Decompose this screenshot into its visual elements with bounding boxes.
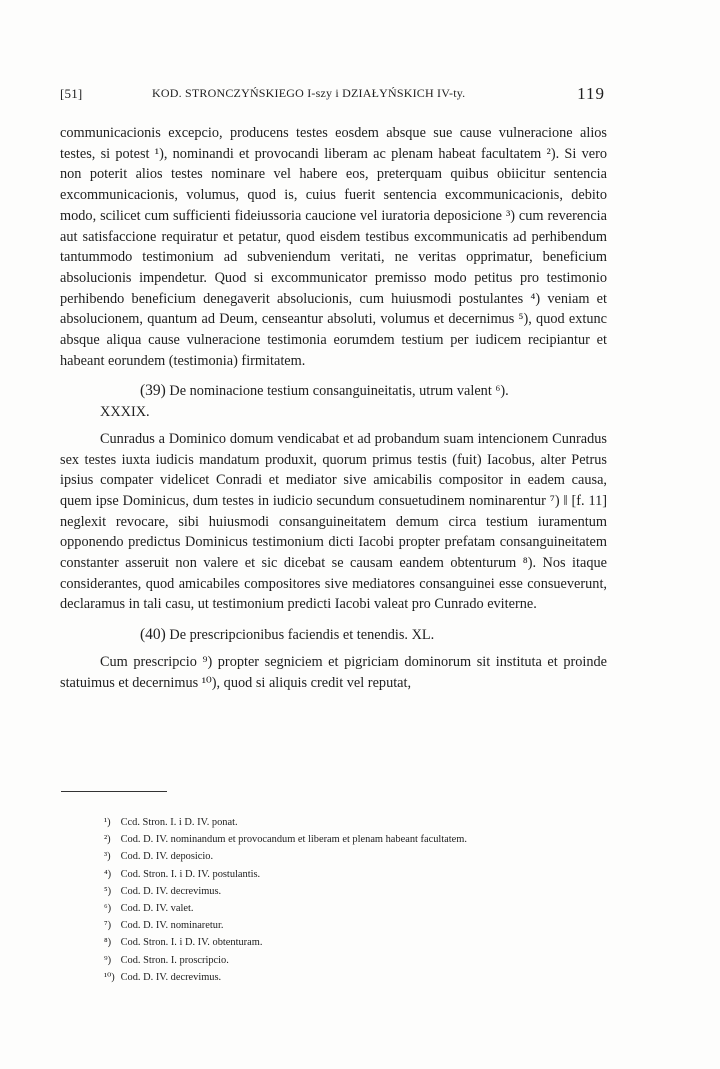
footnote-text: Cod. D. IV. valet. [120, 903, 194, 915]
footnote-text: Cod. Stron. I. i D. IV. postulantis. [120, 868, 261, 880]
footnote-mark: ⁶) [104, 903, 112, 915]
running-header [60, 84, 605, 104]
section-title: De nominacione testium consanguineitatis, utrum valent ⁶). [169, 383, 509, 400]
footnote-text: Cod. D. IV. decrevimus. [120, 971, 222, 983]
footnote [104, 831, 604, 848]
section-title: De prescripcionibus faciendis et tenendis. XL. [169, 627, 435, 644]
main-text [60, 123, 607, 693]
footnote [104, 900, 604, 917]
footnote-mark: ¹⁰) [104, 971, 115, 983]
footnote [104, 848, 604, 865]
section-roman-numeral: XXXIX. [100, 404, 150, 421]
paragraph-continuation: communicacionis excepcio, producens testes eosdem absque sue cause vulneracione alios testes, si potest ¹), nominandi et provocandi liberam ac plenam habeat facultatem ²). Si vero non poterit alios testes nominare vel habere eos, preterquam quibus obiicitur sentencia excommunicacionis, volumus, quod is, cuius fuerit sentencia excommunicacionis, debito modo, scilicet cum sufficienti fideiussoria caucione vel iuratoria deposicione ³) cum reverencia aut satisfaccione requiratur et petatur, quod eisdem testibus excommunicatis ad perhibendum tantummodo testimonium ad subveniendum veritati, ne veritas opprimatur, beneficium absolucionis impendetur. Quod si excommunicator premisso modo petitus pro testimonio perhibendo beneficium denegaverit absolucionis, cum huiusmodi postulantes ⁴) veniam et absolucionem, quantum ad Deum, censeantur absoluti, volumus et decernimus ⁵), quod extunc absque aliqua cause vulneracione testimonia eorumdem testium per iudicem recipiantur et habeant eorundem (testimonia) firmitatem. [60, 125, 607, 369]
section-39-text: Cunradus a Dominico domum vendicabat et ad probandum suam intencionem Cunradus sex testes iuxta iudicis mandatum produxit, quorum primus testis (fuit) Iacobus, alter Petrus ipsius compater videlicet Conradi et mediator sive amicabilis compositor in eadem causa, quem ipse Dominicus, dum testes in iudicio secundum consuetudinem nominarentur ⁷) ‖ [f. 11] neglexit revocare, sibi huiusmodi consanguineitatem demum circa testium iuramentum opponendo predictus Dominicus testimonium dicti Iacobi propter prefatam consanguineitatem constanter asseruit non valere et sic dicebat se causam eandem obtenturum ⁸). Nos itaque considerantes, quod amicabiles compositores sive mediatores consanguinei esse consueverunt, declaramus in tali casu, ut testimonium predicti Iacobi valeat pro Cunrado eviterne. [60, 430, 607, 613]
footnote-mark: ⁹) [104, 954, 112, 966]
section-heading-39 [60, 381, 607, 402]
footnote [104, 969, 604, 986]
footnote-mark: ⁸) [104, 937, 112, 949]
footnote-mark: ⁷) [104, 920, 112, 932]
section-number: (40) [140, 626, 166, 644]
page-reference: [51] [60, 86, 83, 101]
footnote-text: Cod. D. IV. deposicio. [120, 851, 214, 863]
footnote [104, 814, 604, 831]
footnote-text: Cod. Stron. I. proscripcio. [120, 954, 229, 966]
footnote-mark: ⁵) [104, 885, 112, 897]
footnote-text: Cod. D. IV. nominaretur. [120, 920, 224, 932]
footnotes [104, 814, 604, 986]
footnote-text: Cod. D. IV. nominandum et provocandum et liberam et plenam habeant facultatem. [120, 834, 467, 846]
footnote [104, 934, 604, 951]
section-40-text: Cum prescripcio ⁹) propter segniciem et pigriciam dominorum sit instituta et proinde statuimus et decernimus ¹⁰), quod si aliquis credit vel reputat, [60, 653, 607, 691]
footnote-text: Cod. Stron. I. i D. IV. obtenturam. [120, 937, 263, 949]
footnote-mark: ⁴) [104, 868, 112, 880]
footnote-divider [61, 791, 167, 792]
footnote-text: Cod. D. IV. decrevimus. [120, 885, 222, 897]
footnote-mark: ³) [104, 851, 111, 863]
footnote [104, 866, 604, 883]
running-title: KOD. STRONCZYŃSKIEGO I-szy i DZIAŁYŃSKICH IV-ty. [152, 86, 466, 100]
footnote-text: Ccd. Stron. I. i D. IV. ponat. [120, 817, 238, 828]
footnote [104, 883, 604, 900]
section-heading-40 [60, 625, 607, 646]
footnote-mark: ¹) [104, 817, 111, 828]
footnote [104, 952, 604, 969]
page-number: 119 [577, 84, 605, 103]
section-number: (39) [140, 382, 166, 400]
footnote [104, 917, 604, 934]
footnote-mark: ²) [104, 834, 111, 846]
